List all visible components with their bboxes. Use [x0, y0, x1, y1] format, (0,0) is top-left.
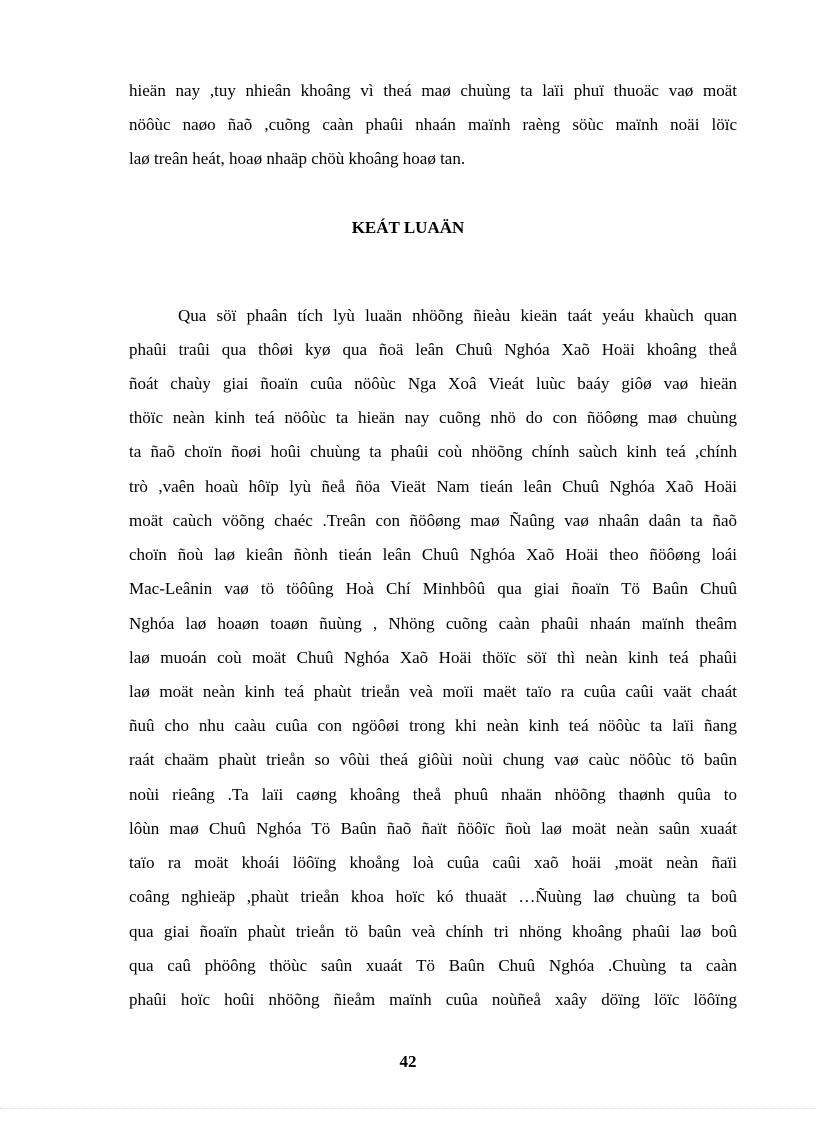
- body-line: qua giai ñoaïn phaùt trieån tö baûn veà chính tri nhöng khoâng phaûi laø boû: [129, 922, 737, 941]
- body-line: phaûi traûi qua thôøi kyø qua ñoä leân Chuû Nghóa Xaõ Hoäi khoâng theå: [129, 340, 737, 359]
- body-line: Nghóa laø hoaøn toaøn ñuùng , Nhöng cuõng caàn phaûi nhaán maïnh theâm: [129, 614, 737, 633]
- body-line: Mac-Leânin vaø tö töôûng Hoà Chí Minhbôû qua giai ñoaïn Tö Baûn Chuû: [129, 579, 737, 598]
- body-line: thöïc neàn kinh teá nöôùc ta hieän nay cuõng nhö do con ñöôøng maø chuùng: [129, 408, 737, 427]
- body-line: raát chaäm phaùt trieån so vôùi theá giôùi noùi chung vaø caùc nöôùc tö baûn: [129, 750, 737, 769]
- page-bottom-divider: [0, 1108, 816, 1109]
- section-heading: KEÁT LUAÄN: [351, 218, 465, 237]
- body-line: ñoát chaùy giai ñoaïn cuûa nöôùc Nga Xoâ Vieát luùc baáy giôø vaø hieän: [129, 374, 737, 393]
- body-line: ta ñaõ choïn ñoøi hoûi chuùng ta phaûi coù nhöõng chính saùch kinh teá ,chính: [129, 442, 737, 461]
- intro-line: laø treân heát, hoaø nhaäp chöù khoâng hoaø tan.: [129, 149, 466, 168]
- intro-line: hieän nay ,tuy nhieân khoâng vì theá maø chuùng ta laïi phuï thuoäc vaø moät: [129, 81, 737, 100]
- body-line: laø moät neàn kinh teá phaùt trieån veà moïi maët taïo ra cuûa caûi vaät chaát: [129, 682, 737, 701]
- body-line: laø muoán coù moät Chuû Nghóa Xaõ Hoäi thöïc söï thì neàn kinh teá phaûi: [129, 648, 737, 667]
- body-line: taïo ra moät khoái löôïng khoång loà cuûa caûi xaõ hoäi ,moät neàn ñaïi: [129, 853, 737, 872]
- body-line: phaûi hoïc hoûi nhöõng ñieåm maïnh cuûa noùñeå xaây döïng löïc löôïng: [129, 990, 737, 1009]
- body-line: moät caùch vöõng chaéc .Treân con ñöôøng maø Ñaûng vaø nhaân daân ta ñaõ: [129, 511, 737, 530]
- body-line: ñuû cho nhu caàu cuûa con ngöôøi trong khi neàn kinh teá nöôùc ta laïi ñang: [129, 716, 737, 735]
- intro-line: nöôùc naøo ñaõ ,cuõng caàn phaûi nhaán maïnh raèng söùc maïnh noäi löïc: [129, 115, 737, 134]
- body-line: qua caû phöông thöùc saûn xuaát Tö Baûn Chuû Nghóa .Chuùng ta caàn: [129, 956, 737, 975]
- body-line: lôùn maø Chuû Nghóa Tö Baûn ñaõ ñaït ñöôïc ñoù laø moät neàn saûn xuaát: [129, 819, 737, 838]
- body-line: trò ,vaên hoaù hôïp lyù ñeå ñöa Vieät Nam tieán leân Chuû Nghóa Xaõ Hoäi: [129, 477, 737, 496]
- body-line: coâng nghieäp ,phaùt trieån khoa hoïc kó thuaät …Ñuùng laø chuùng ta boû: [129, 887, 737, 906]
- body-line: choïn ñoù laø kieân ñònh tieán leân Chuû Nghóa Xaõ Hoäi theo ñöôøng loái: [129, 545, 737, 564]
- page-number: 42: [399, 1052, 417, 1071]
- body-line: noùi rieâng .Ta laïi caøng khoâng theå phuû nhaän nhöõng thaønh quûa to: [129, 785, 737, 804]
- body-line: Qua söï phaân tích lyù luaän nhöõng ñieàu kieän taát yeáu khaùch quan: [178, 306, 737, 325]
